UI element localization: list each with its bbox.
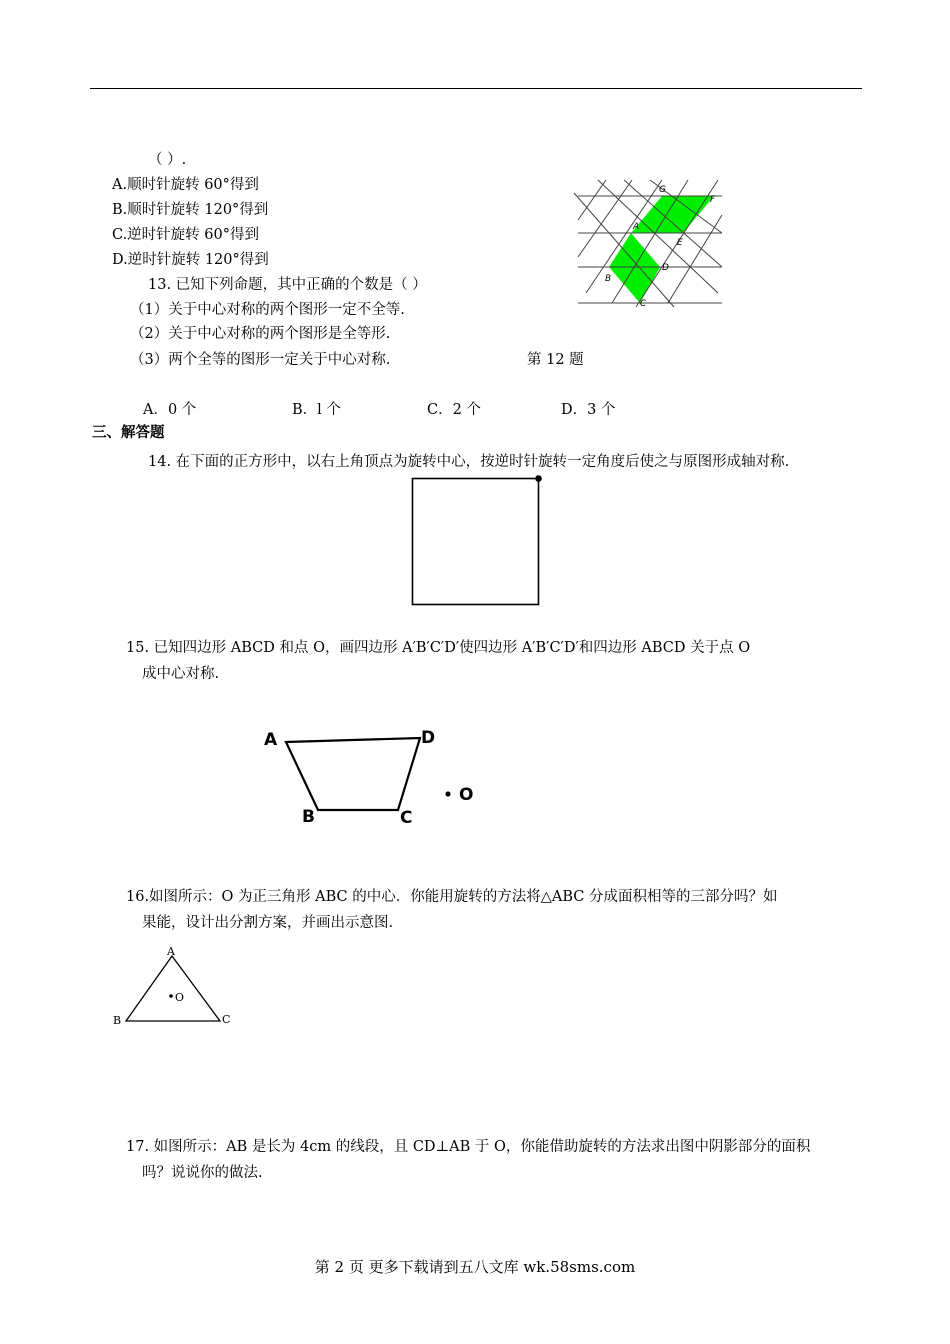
page-footer: 第 2 页 更多下载请到五八文库 wk.58sms.com — [314, 1258, 636, 1276]
q12-label-c: C — [640, 299, 647, 309]
q12-label-a: A — [633, 222, 640, 232]
q14-stem: 14. 在下面的正方形中，以右上角顶点为旋转中心，按逆时针旋转一定角度后使之与原图形成轴对称. — [148, 454, 790, 470]
q16-label-c: C — [222, 1013, 231, 1026]
q16-triangle-abc — [126, 956, 220, 1021]
q12-figure-caption: 第 12 题 — [527, 352, 584, 368]
q16-line-1: 16.如图所示：O 为正三角形 ABC 的中心．你能用旋转的方法将△ABC 分成面积相等的三部分吗？如 — [126, 889, 778, 905]
q14-rotation-center-dot — [535, 475, 542, 482]
q14-square — [413, 479, 539, 605]
q12-shaded-rhombus-top — [631, 196, 714, 233]
q15-point-o — [445, 791, 450, 796]
q16-center-o — [169, 994, 173, 998]
section-title: 三、解答题 — [92, 424, 165, 441]
q15-line-2: 成中心对称. — [142, 666, 220, 682]
q13-option-a: A．0 个 — [143, 402, 197, 418]
q12-label-f: F — [710, 195, 716, 205]
q13-item-3: （3）两个全等的图形一定关于中心对称. — [130, 352, 391, 368]
q12-option-b: B.顺时针旋转 120°得到 — [112, 202, 269, 218]
q12-blank: （ ）. — [148, 152, 187, 168]
q17-line-2: 吗？说说你的做法. — [142, 1165, 263, 1181]
q13-item-2: （2）关于中心对称的两个图形是全等形. — [130, 326, 391, 342]
q15-quadrilateral-abcd — [286, 738, 420, 810]
q16-line-2: 果能，设计出分割方案，并画出示意图. — [142, 915, 394, 931]
q15-label-o: O — [459, 785, 474, 805]
q16-label-a: A — [167, 945, 175, 958]
header-rule — [90, 88, 862, 89]
q16-triangle-figure — [108, 944, 238, 1030]
q17-line-1: 17. 如图所示：AB 是长为 4cm 的线段，且 CD⊥AB 于 O，你能借助旋转的方法求出图中阴影部分的面积 — [126, 1139, 811, 1155]
q15-line-1: 15. 已知四边形 ABCD 和点 O，画四边形 A′B′C′D′使四边形 A′B′C′D′和四边形 ABCD 关于点 O — [126, 640, 751, 656]
q13-option-d: D．3 个 — [561, 402, 616, 418]
q12-label-d: D — [662, 263, 669, 273]
q12-option-a: A.顺时针旋转 60°得到 — [112, 177, 259, 193]
q12-label-g: G — [659, 185, 666, 195]
q12-option-c: C.逆时针旋转 60°得到 — [112, 227, 259, 243]
q15-label-c: C — [400, 808, 413, 828]
q12-label-b: B — [605, 274, 612, 284]
q12-label-e: E — [677, 238, 683, 248]
q12-option-d: D.逆时针旋转 120°得到 — [112, 252, 269, 268]
q15-label-b: B — [302, 807, 315, 827]
q13-stem: 13. 已知下列命题，其中正确的个数是（ ） — [148, 277, 427, 293]
q12-shaded-rhombus-bottom — [609, 233, 660, 303]
q13-item-1: （1）关于中心对称的两个图形一定不全等. — [130, 302, 405, 318]
q15-label-a: A — [264, 730, 278, 750]
q15-quadrilateral-figure — [258, 722, 488, 832]
q12-triangle-grid-figure — [570, 175, 730, 310]
q14-square-figure — [405, 472, 550, 612]
q15-label-d: D — [421, 728, 436, 748]
q16-label-b: B — [113, 1014, 122, 1027]
q16-label-o: O — [175, 991, 185, 1004]
q13-option-c: C．2 个 — [427, 402, 481, 418]
q13-option-b: B．l 个 — [292, 402, 341, 418]
